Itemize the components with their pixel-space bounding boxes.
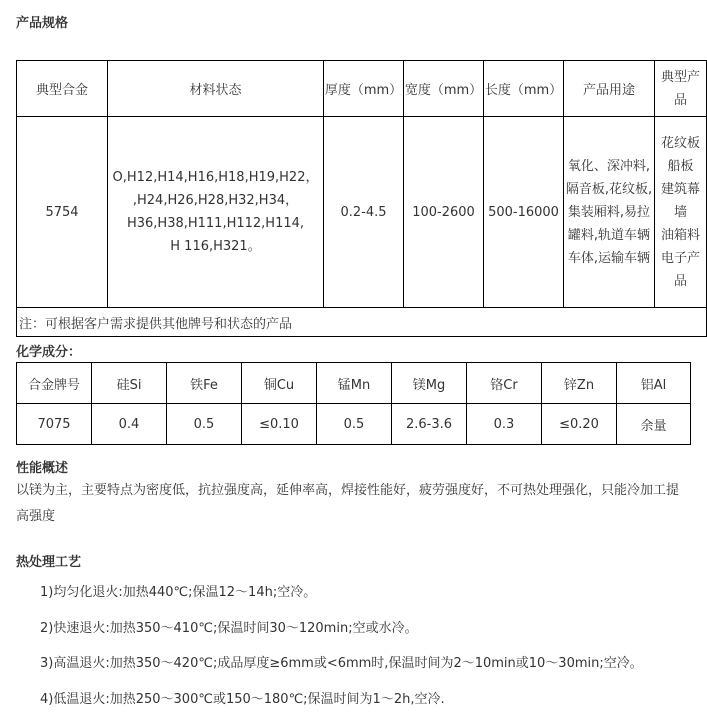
product-line: 建筑幕: [660, 181, 700, 197]
chem-header-row: [17, 363, 691, 404]
cell-states: [108, 117, 324, 308]
usage-line: 车体,运输车辆: [567, 250, 651, 266]
product-line: 船板: [667, 158, 694, 174]
product-line: 油箱料: [660, 227, 700, 243]
performance-line: 高强度: [16, 509, 56, 524]
performance-text: [16, 478, 688, 530]
usage-line: 隔音板,花纹板,: [565, 181, 653, 197]
heat-section-title: 热处理工艺: [16, 555, 82, 570]
heat-step-2: 2)快速退火:加热350～410℃;保温时间30～120min;空或水冷。: [40, 621, 418, 636]
header-products: [655, 61, 707, 117]
header-state: 材料状态: [108, 61, 324, 117]
chem-value-cr: 0.3: [467, 404, 542, 445]
chem-value-al: 余量: [617, 404, 691, 445]
state-line: H 116,H321。: [170, 239, 261, 254]
state-line: O,H12,H14,H16,H18,H19,H22，: [112, 170, 319, 185]
state-line: H36,H38,H111,H112,H114,: [126, 216, 305, 231]
chem-value-mg: 2.6-3.6: [392, 404, 467, 445]
spec-section-title: 产品规格: [16, 16, 69, 31]
product-line: 电子产: [660, 250, 700, 266]
cell-length: 500-16000: [484, 117, 564, 308]
chem-value-cu: ≤0.10: [242, 404, 317, 445]
spec-table: [16, 60, 707, 337]
header-alloy: 典型合金: [17, 61, 108, 117]
chem-header-si: 硅Si: [92, 363, 167, 404]
heat-step-4: 4)低温退火:加热250～300℃或150～180℃;保温时间为1～2h,空冷.: [40, 692, 445, 707]
chem-header-mg: 镁Mg: [392, 363, 467, 404]
chem-header-cr: 铬Cr: [467, 363, 542, 404]
chem-section-title: 化学成分：: [16, 345, 82, 360]
usage-line: 集装厢料,易拉: [567, 204, 651, 220]
chem-value-mn: 0.5: [317, 404, 392, 445]
product-line: 墙: [673, 204, 687, 220]
chem-value-zn: ≤0.20: [542, 404, 617, 445]
cell-width: 100-2600: [404, 117, 484, 308]
spec-note: 注：可根据客户需求提供其他牌号和状态的产品: [17, 308, 707, 337]
cell-thickness: 0.2-4.5: [324, 117, 404, 308]
chem-value-row: [17, 404, 691, 445]
product-line: 品: [673, 273, 687, 289]
chem-value-grade: 7075: [17, 404, 92, 445]
cell-products: [655, 117, 707, 308]
header-width: 宽度（mm）: [404, 61, 484, 117]
performance-line: 以镁为主，主要特点为密度低，抗拉强度高，延伸率高，焊接性能好，疲劳强度好，不可热处理强化，只能冷加工提: [16, 483, 680, 498]
chem-header-al: 铝Al: [617, 363, 691, 404]
header-products-line: 典型产: [660, 69, 700, 85]
usage-line: 氧化、深冲料,: [567, 158, 651, 174]
spec-note-row: [17, 308, 707, 337]
heat-step-1: 1)均匀化退火:加热440℃;保温12～14h;空冷。: [40, 585, 317, 600]
spec-data-row: [17, 117, 707, 308]
product-line: 花纹板: [660, 135, 700, 151]
chem-header-mn: 锰Mn: [317, 363, 392, 404]
chem-value-fe: 0.5: [167, 404, 242, 445]
performance-section-title: 性能概述: [16, 461, 69, 476]
cell-usage: [564, 117, 655, 308]
chem-value-si: 0.4: [92, 404, 167, 445]
header-usage: 产品用途: [564, 61, 655, 117]
header-products-line: 品: [673, 92, 687, 108]
chem-header-zn: 锌Zn: [542, 363, 617, 404]
usage-line: 罐料,轨道车辆: [567, 227, 651, 243]
cell-alloy: 5754: [17, 117, 108, 308]
state-line: ,H24,H26,H28,H32,H34，: [132, 193, 299, 208]
chem-header-grade: 合金牌号: [17, 363, 92, 404]
chem-table: [16, 362, 691, 445]
spec-header-row: [17, 61, 707, 117]
chem-header-cu: 铜Cu: [242, 363, 317, 404]
chem-header-fe: 铁Fe: [167, 363, 242, 404]
heat-step-3: 3)高温退火:加热350～420℃;成品厚度≥6mm或<6mm时,保温时间为2～10min或10～30min;空冷。: [40, 656, 643, 671]
header-thickness: 厚度（mm）: [324, 61, 404, 117]
header-length: 长度（mm）: [484, 61, 564, 117]
